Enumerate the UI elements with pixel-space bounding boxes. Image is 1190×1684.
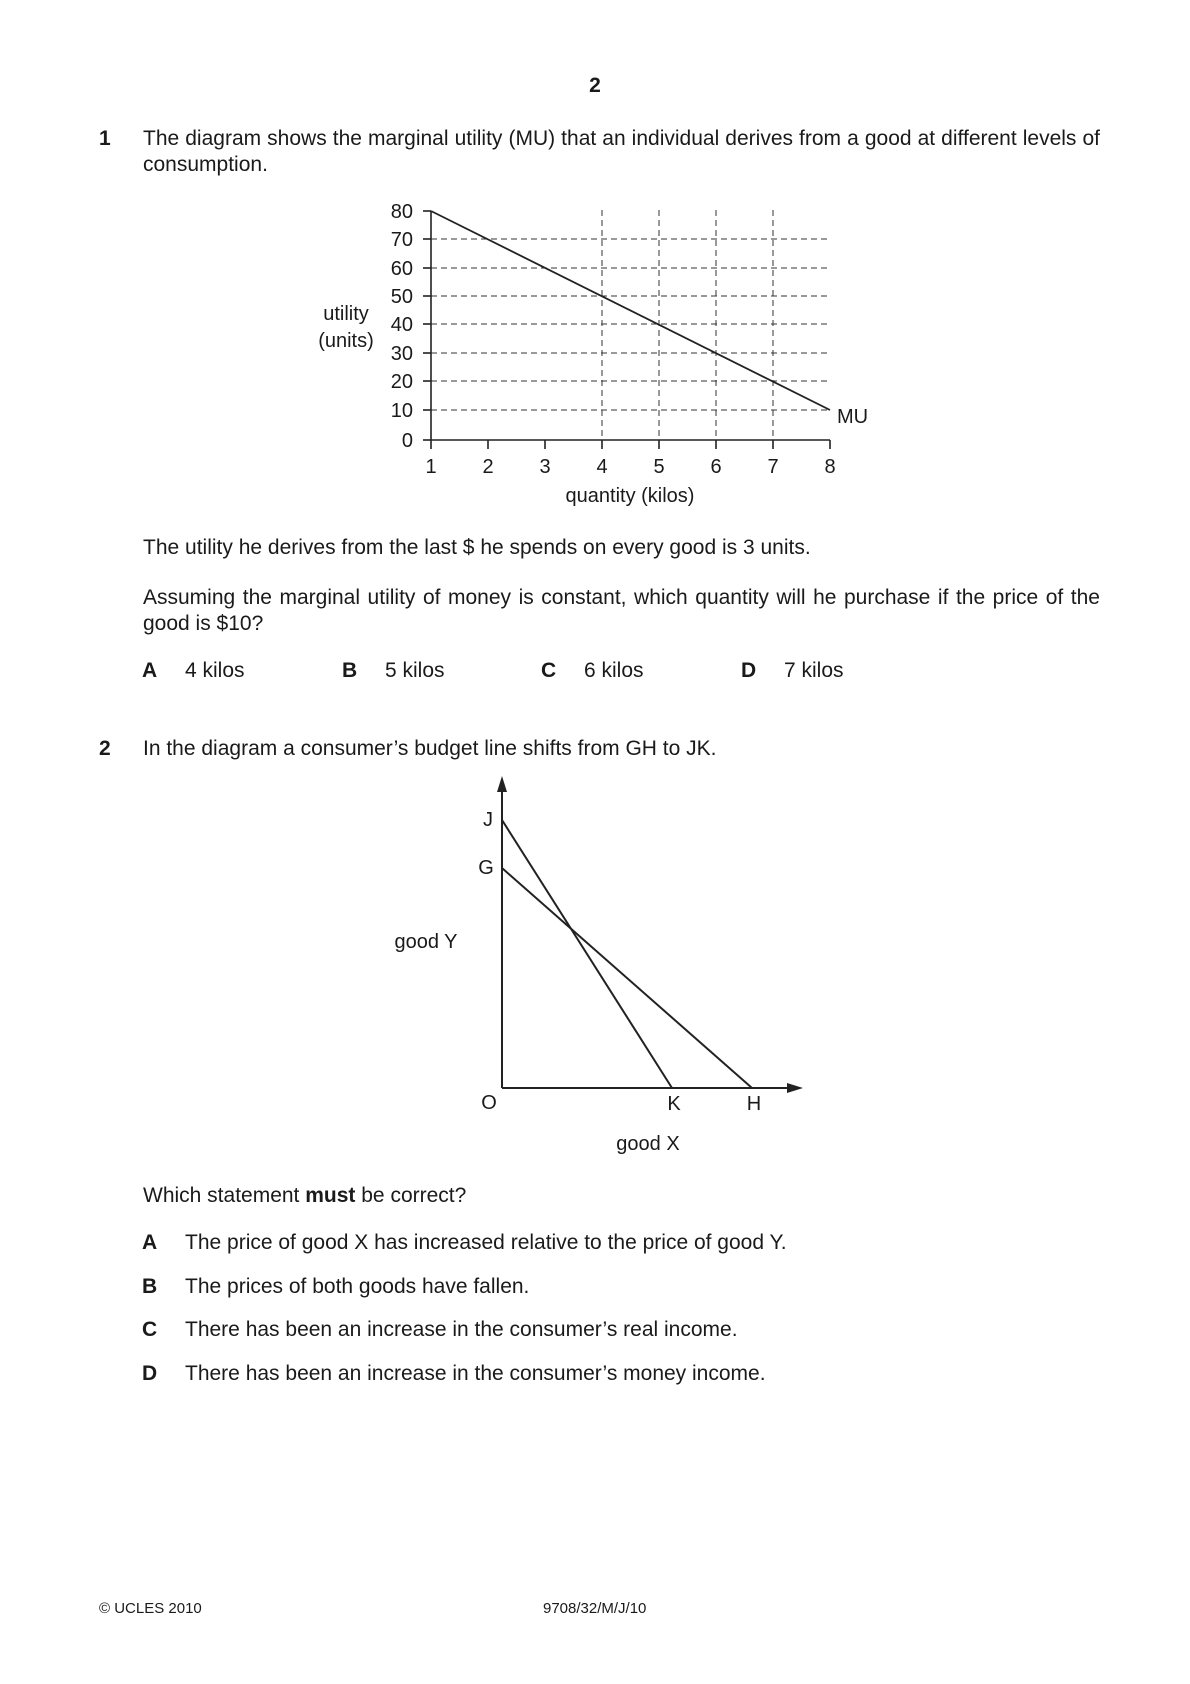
mu-y-tick-label: 60 <box>390 258 413 280</box>
q1-option-a-text: 4 kilos <box>185 659 245 682</box>
question-1-paragraph-1: The utility he derives from the last $ he spends on every good is 3 units. <box>143 536 811 559</box>
y-axis-arrow-icon <box>497 776 507 792</box>
question-2-stem: In the diagram a consumer’s budget line shifts from GH to JK. <box>143 737 717 760</box>
budget-line-gh <box>502 868 752 1088</box>
q2-option-a-letter: A <box>142 1231 158 1254</box>
mu-x-axis-label: quantity (kilos) <box>565 485 695 507</box>
mu-y-axis-label-line1: utility <box>323 303 369 325</box>
mu-y-tick-label: 10 <box>390 400 413 422</box>
question-2-prompt <box>143 1183 466 1209</box>
mu-x-tick-label: 5 <box>653 456 665 478</box>
question-2-prompt-pre: Which statement <box>143 1184 306 1207</box>
budget-line-jk <box>502 820 672 1088</box>
q1-option-c-text: 6 kilos <box>584 659 644 682</box>
question-1-number: 1 <box>99 127 111 150</box>
question-2-number: 2 <box>99 737 111 760</box>
q2-option-d-text: There has been an increase in the consumer’s money income. <box>185 1362 766 1385</box>
point-label-k: K <box>667 1093 681 1115</box>
mu-curve <box>431 211 830 410</box>
q1-option-b-text: 5 kilos <box>385 659 445 682</box>
q1-option-d-letter: D <box>741 659 757 682</box>
q2-option-c-letter: C <box>142 1318 158 1341</box>
origin-label-o: O <box>481 1092 497 1114</box>
q2-option-a-text: The price of good X has increased relative to the price of good Y. <box>185 1231 787 1254</box>
mu-x-tick-label: 2 <box>482 456 494 478</box>
q1-option-a-letter: A <box>142 659 158 682</box>
mu-x-tick-label: 6 <box>710 456 722 478</box>
budget-y-axis-label: good Y <box>394 931 458 953</box>
footer-copyright: © UCLES 2010 <box>99 1600 202 1617</box>
point-label-j: J <box>483 809 493 831</box>
mu-y-tick-label: 50 <box>390 286 413 308</box>
mu-x-tick-label: 4 <box>596 456 608 478</box>
mu-y-tick-label: 0 <box>401 430 413 452</box>
q1-option-b-letter: B <box>342 659 358 682</box>
mu-vertical-gridlines <box>602 210 773 438</box>
mu-x-tick-marks <box>431 440 830 449</box>
mu-y-tick-label: 40 <box>390 314 413 336</box>
mu-curve-label: MU <box>837 406 869 428</box>
mu-y-tick-label: 70 <box>390 229 413 251</box>
mu-y-tick-label: 80 <box>390 201 413 223</box>
mu-y-tick-marks <box>423 211 431 440</box>
mu-x-tick-label: 1 <box>425 456 437 478</box>
x-axis-arrow-icon <box>787 1083 803 1093</box>
mu-y-axis-label-line2: (units) <box>318 330 374 352</box>
point-label-g: G <box>478 857 494 879</box>
page-number: 2 <box>589 74 601 97</box>
question-1-paragraph-2: Assuming the marginal utility of money is constant, which quantity will he purchase if the price of the good is $10? <box>143 586 1100 635</box>
marginal-utility-diagram <box>0 0 1190 520</box>
point-label-h: H <box>746 1093 762 1115</box>
q2-option-b-letter: B <box>142 1275 158 1298</box>
question-2-prompt-post: be correct? <box>355 1184 467 1207</box>
q2-option-d-letter: D <box>142 1362 158 1385</box>
q1-option-c-letter: C <box>541 659 557 682</box>
q1-option-d-text: 7 kilos <box>784 659 844 682</box>
mu-y-tick-label: 30 <box>390 343 413 365</box>
question-2-prompt-bold: must <box>305 1184 356 1207</box>
mu-x-tick-label: 3 <box>539 456 551 478</box>
mu-horizontal-gridlines <box>431 239 830 410</box>
q2-option-c-text: There has been an increase in the consumer’s real income. <box>185 1318 738 1341</box>
mu-x-tick-label: 7 <box>767 456 779 478</box>
mu-y-tick-label: 20 <box>390 371 413 393</box>
budget-line-diagram <box>0 770 1190 1170</box>
q2-option-b-text: The prices of both goods have fallen. <box>185 1275 530 1298</box>
question-1-stem: The diagram shows the marginal utility (MU) that an individual derives from a good at different levels of consumption. <box>143 127 1100 176</box>
footer-paper-code: 9708/32/M/J/10 <box>543 1600 647 1617</box>
budget-x-axis-label: good X <box>616 1133 680 1155</box>
mu-x-tick-label: 8 <box>824 456 836 478</box>
